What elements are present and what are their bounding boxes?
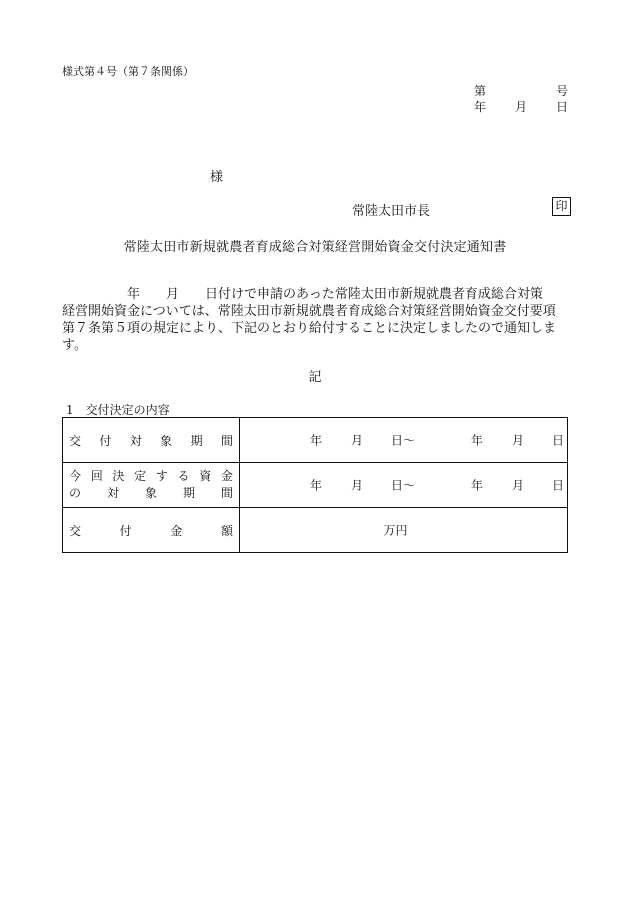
label-char: 対 — [129, 433, 142, 448]
period-year: 年 — [310, 433, 323, 448]
period-day-from: 日～ — [391, 478, 416, 493]
value-current-period — [240, 463, 568, 508]
label-char: 付 — [99, 433, 112, 448]
date-day: 日 — [556, 100, 569, 114]
body-line: 年 月 日付けで申請のあった常陸太田市新規就農者育成総合対策 — [62, 287, 543, 302]
period-month: 月 — [351, 478, 364, 493]
label-char: 今 — [69, 469, 82, 483]
number-label-right: 号 — [556, 84, 569, 98]
label-char: 期 — [190, 433, 203, 448]
period-year2: 年 — [471, 433, 484, 448]
date-year: 年 — [474, 100, 487, 114]
body-line: す。 — [62, 338, 87, 353]
period-month2: 月 — [512, 433, 525, 448]
label-char: 交 — [69, 433, 82, 448]
label-char: 金 — [220, 469, 233, 483]
label-char: の — [69, 486, 82, 500]
form-number: 様式第４号（第７条関係） — [62, 65, 194, 78]
label-char: 象 — [144, 486, 157, 500]
label-grant-amount — [63, 508, 240, 553]
period-day2: 日 — [552, 433, 565, 448]
label-current-period — [63, 463, 240, 508]
value-grant-amount — [240, 508, 568, 553]
amount-unit: 万円 — [383, 523, 408, 538]
number-label-left: 第 — [474, 84, 487, 98]
table-row — [63, 418, 568, 463]
period-year2: 年 — [471, 478, 484, 493]
label-char: 額 — [220, 523, 233, 538]
body-line: 第７条第５項の規定により、下記のとおり給付することに決定しましたので通知しま — [62, 321, 557, 336]
label-char: る — [177, 469, 190, 483]
label-char: す — [155, 469, 168, 483]
ki-heading: 記 — [308, 370, 322, 385]
label-char: 間 — [220, 433, 233, 448]
period-day2: 日 — [552, 478, 565, 493]
label-char: 決 — [112, 469, 125, 483]
notice-body — [62, 286, 570, 354]
period-year: 年 — [310, 478, 323, 493]
label-char: 金 — [170, 523, 183, 538]
label-char: 対 — [106, 486, 119, 500]
period-day-from: 日～ — [391, 433, 416, 448]
label-grant-period — [63, 418, 240, 463]
grant-table — [62, 417, 568, 553]
label-char: 間 — [220, 486, 233, 500]
label-char: 付 — [119, 523, 132, 538]
label-char: 定 — [134, 469, 147, 483]
label-char: 交 — [69, 523, 82, 538]
table-row — [63, 508, 568, 553]
period-month2: 月 — [512, 478, 525, 493]
section-heading: 1 交付決定の内容 — [66, 403, 170, 417]
body-line: 経営開始資金については、常陸太田市新規就農者育成総合対策経営開始資金交付要項 — [62, 304, 556, 319]
seal-mark: 印 — [552, 197, 571, 216]
label-char: 回 — [90, 469, 103, 483]
label-char: 資 — [199, 469, 212, 483]
period-month: 月 — [351, 433, 364, 448]
label-char: 期 — [182, 486, 195, 500]
addressee-suffix: 様 — [210, 170, 224, 185]
value-grant-period — [240, 418, 568, 463]
date-month: 月 — [515, 100, 528, 114]
label-char: 象 — [160, 433, 173, 448]
document-title: 常陸太田市新規就農者育成総合対策経営開始資金交付決定通知書 — [123, 240, 507, 255]
issuer-name: 常陸太田市長 — [352, 204, 431, 219]
table-row — [63, 463, 568, 508]
